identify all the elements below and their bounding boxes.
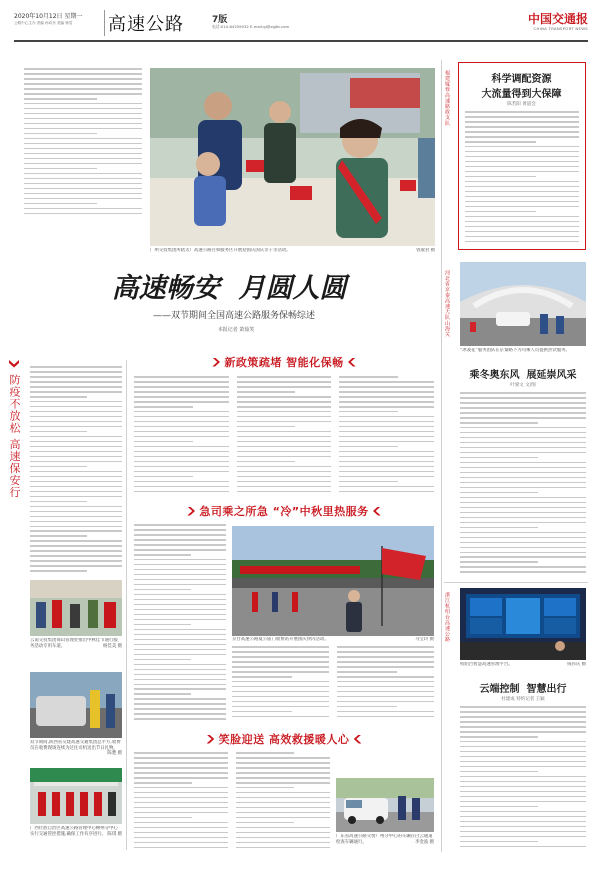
left-text-column xyxy=(30,366,122,576)
article-2-photo-caption: “冰凌花”服务团队在京秦路下为司乘人员提供热饮服务。 xyxy=(460,348,570,353)
right-rail-2 xyxy=(444,270,456,390)
left-photo-3-caption xyxy=(30,826,122,844)
headline-byline: 本报记者 萧茹笑 xyxy=(217,327,255,333)
section-1-title: 新政策疏堵 智能化保畅 xyxy=(224,356,344,369)
section-chevron-icon xyxy=(187,507,196,516)
mid-photo-caption-text: 京台高速公路夏公庙门收费站开展国庆快闪活动。 xyxy=(232,637,329,642)
section-3-title: 笑脸迎送 高效救援暖人心 xyxy=(218,733,350,746)
article-3-text xyxy=(460,706,586,852)
article-2-text xyxy=(460,392,586,578)
article-1-byline: 陈若阳 黄道会 xyxy=(507,102,536,107)
article-3-byline: 杜建成 特约记者 王颖 xyxy=(501,697,545,702)
bottom-photo-caption-text: 广东省高速公路交警广州分中心的车辆在白云通道检查车辆通行。 xyxy=(336,834,433,845)
right-column-divider xyxy=(441,60,442,852)
section-chevron-icon xyxy=(207,735,216,744)
article-1-text xyxy=(465,111,579,245)
section-banner-3 xyxy=(134,732,434,746)
left-photo-3 xyxy=(30,768,122,824)
page-number: 7版 xyxy=(212,15,228,25)
right-column-separator xyxy=(444,582,588,583)
headline-subtitle: ——双节期间全国高速公路服务保畅综述 xyxy=(152,311,315,321)
section-2-text-left xyxy=(134,524,226,724)
bottom-photo xyxy=(336,778,434,832)
masthead-rule xyxy=(14,40,588,42)
article-3-photo-caption-text: 杭绍台智慧高速管理平台。 xyxy=(460,662,513,667)
article-3-photo xyxy=(460,588,586,660)
left-photo-1-caption-text: 云南交投集团保山管理处推出中秋佳节通行服务活动专用车道。 xyxy=(30,638,118,649)
top-photo-caption-text: 广州交投集团所辖太广高速公路百和服务区开展迎国庆国庆亲子亲活动。 xyxy=(150,248,291,253)
right-rail-1 xyxy=(444,70,456,250)
section-chevron-icon xyxy=(352,735,361,744)
top-photo-caption xyxy=(150,248,435,254)
article-2-photo xyxy=(460,262,586,346)
left-photo-1-caption xyxy=(30,638,122,650)
brand-name-en: CHINA TRANSPORT NEWS xyxy=(533,26,588,31)
bottom-photo-credit: 李金波 摄 xyxy=(415,839,434,845)
left-rail-chevron-icon xyxy=(9,360,19,370)
article-3-photo-caption xyxy=(460,662,586,668)
section-2-text-right xyxy=(232,646,434,724)
left-photo-2-credit: 陈楚 摄 xyxy=(107,751,122,757)
bottom-photo-caption xyxy=(336,834,434,852)
right-rail-1-label: 福建厦蓉高速路政支队 xyxy=(444,70,450,126)
headline-title: 高速畅安 月圆人圆 xyxy=(111,273,347,304)
top-photo-credit: 曾淑君 摄 xyxy=(416,248,435,253)
left-photo-3-credit: 陈琪 摄 xyxy=(107,831,122,837)
left-rail xyxy=(3,360,25,500)
mid-photo-credit: 马宝玲 摄 xyxy=(415,637,434,642)
left-photo-2-caption xyxy=(30,740,122,758)
mid-photo xyxy=(232,526,434,636)
masthead-divider xyxy=(104,10,105,36)
article-1-title-2: 大流量得到大保障 xyxy=(481,89,562,100)
section-chevron-icon xyxy=(372,507,381,516)
section-1-text xyxy=(134,376,434,496)
article-2-title: 乘冬奥东风 展延崇风采 xyxy=(469,370,577,381)
section-chevron-icon xyxy=(347,358,356,367)
section-chevron-icon xyxy=(212,358,221,367)
left-photo-1 xyxy=(30,580,122,636)
masthead-date: 2020年10月12日 星期一 xyxy=(14,13,83,20)
article-1-title-1: 科学调配资源 xyxy=(491,74,552,85)
article-3-photo-credit: 钱伟庆 摄 xyxy=(567,662,586,667)
left-column-divider xyxy=(126,360,127,850)
masthead xyxy=(14,8,588,38)
right-rail-3-label: 浙江杭绍台高速公路 xyxy=(444,592,450,643)
left-photo-3-caption-text: 广西壮族自治区高速公路管理中心柳州分中心实行交通管控措施,确保工作有序进行。 xyxy=(30,826,118,837)
section-2-title: 急司乘之所急 “冷”中秋里热服务 xyxy=(199,505,369,518)
section-3-text xyxy=(134,752,330,852)
section-title: 高速公路 xyxy=(108,14,184,35)
masthead-info-left: 公路中心主办 责编 孙向东 美编 杨雪 xyxy=(14,21,73,25)
right-rail-2-label: 河北省京秦高速大队山海关 xyxy=(444,270,450,338)
left-photo-2 xyxy=(30,672,122,738)
section-banner-1 xyxy=(134,355,434,369)
article-2-byline: 叶梁文 文/图 xyxy=(510,383,536,388)
intro-text-column xyxy=(24,68,142,218)
mid-photo-caption xyxy=(232,637,434,643)
brand-name: 中国交通报 xyxy=(527,12,588,26)
article-3-title: 云端控制 智慧出行 xyxy=(479,684,567,695)
top-photo xyxy=(150,68,435,246)
left-photo-2-caption-text: 双节期间,陕西省交建高速交通集团总平方,收费员在收费现场连续为过往司机送出节日礼物。 xyxy=(30,740,121,751)
left-photo-1-credit: 杨佳美 摄 xyxy=(103,643,122,649)
article-1-box xyxy=(458,62,586,250)
right-rail-3 xyxy=(444,592,456,702)
section-banner-2 xyxy=(134,504,434,518)
masthead-info-right: 电话:010-64259032 E-mail:gl@zgjtb.com xyxy=(212,24,290,29)
left-rail-label: 防疫不放松 高速保安行 xyxy=(8,374,21,499)
